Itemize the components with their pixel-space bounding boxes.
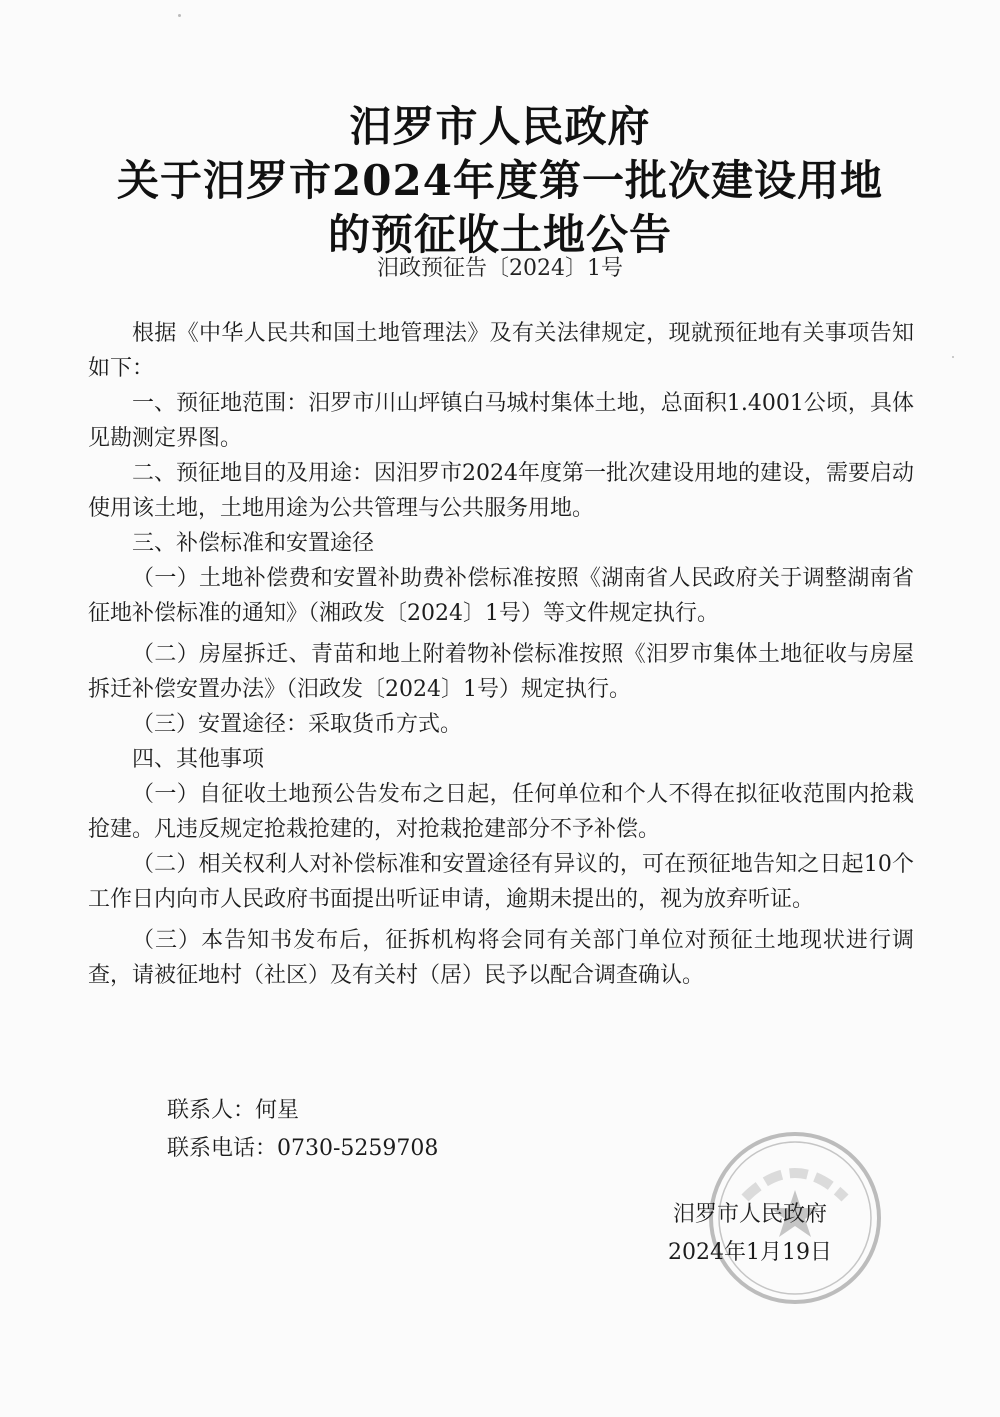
signature-block <box>620 1196 880 1272</box>
item-4-2-hearing: （二）相关权利人对补偿标准和安置途径有异议的，可在预征地告知之日起10个工作日内向市人民政府书面提出听证申请，逾期未提出的，视为放弃听证。 <box>88 852 914 912</box>
item-4-heading: 四、其他事项 <box>132 747 265 772</box>
notice-title <box>0 100 1000 262</box>
item-3-2-housing-compensation: （二）房屋拆迁、青苗和地上附着物补偿标准按照《汨罗市集体土地征收与房屋拆迁补偿安置办法》（汨政发〔2024〕1号）规定执行。 <box>88 642 914 702</box>
item-1-scope: 一、预征地范围：汨罗市川山坪镇白马城村集体土地，总面积1.4001公顷，具体见勘测定界图。 <box>88 391 914 451</box>
scan-speck <box>952 356 954 358</box>
title-line-2: 关于汨罗市2024年度第一批次建设用地 <box>117 156 883 205</box>
title-line-1: 汨罗市人民政府 <box>349 102 651 151</box>
item-3-3-resettlement: （三）安置途径：采取货币方式。 <box>132 712 463 737</box>
contact-person: 联系人：何星 <box>167 1098 300 1123</box>
document-number: 汨政预征告〔2024〕1号 <box>377 256 623 281</box>
contact-info <box>167 1092 438 1168</box>
issuer-name: 汨罗市人民政府 <box>672 1202 827 1227</box>
issue-date: 2024年1月19日 <box>668 1240 832 1265</box>
item-2-purpose: 二、预征地目的及用途：因汨罗市2024年度第一批次建设用地的建设，需要启动使用该土地，土地用途为公共管理与公共服务用地。 <box>88 461 914 521</box>
item-4-1-no-rush-planting: （一）自征收土地预公告发布之日起，任何单位和个人不得在拟征收范围内抢栽抢建。凡违反规定抢栽抢建的，对抢栽抢建部分不予补偿。 <box>88 782 914 842</box>
notice-body <box>88 316 914 993</box>
scan-speck <box>178 14 181 17</box>
item-4-3-survey: （三）本告知书发布后，征拆机构将会同有关部门单位对预征土地现状进行调查，请被征地村（社区）及有关村（居）民予以配合调查确认。 <box>88 928 914 988</box>
intro-paragraph: 根据《中华人民共和国土地管理法》及有关法律规定，现就预征地有关事项告知如下： <box>88 321 914 381</box>
item-3-heading: 三、补偿标准和安置途径 <box>132 531 375 556</box>
contact-phone: 联系电话：0730-5259708 <box>167 1136 439 1161</box>
item-3-1-land-compensation: （一）土地补偿费和安置补助费补偿标准按照《湖南省人民政府关于调整湖南省征地补偿标准的通知》（湘政发〔2024〕1号）等文件规定执行。 <box>88 566 914 626</box>
title-line-3: 的预征收土地公告 <box>327 210 672 259</box>
